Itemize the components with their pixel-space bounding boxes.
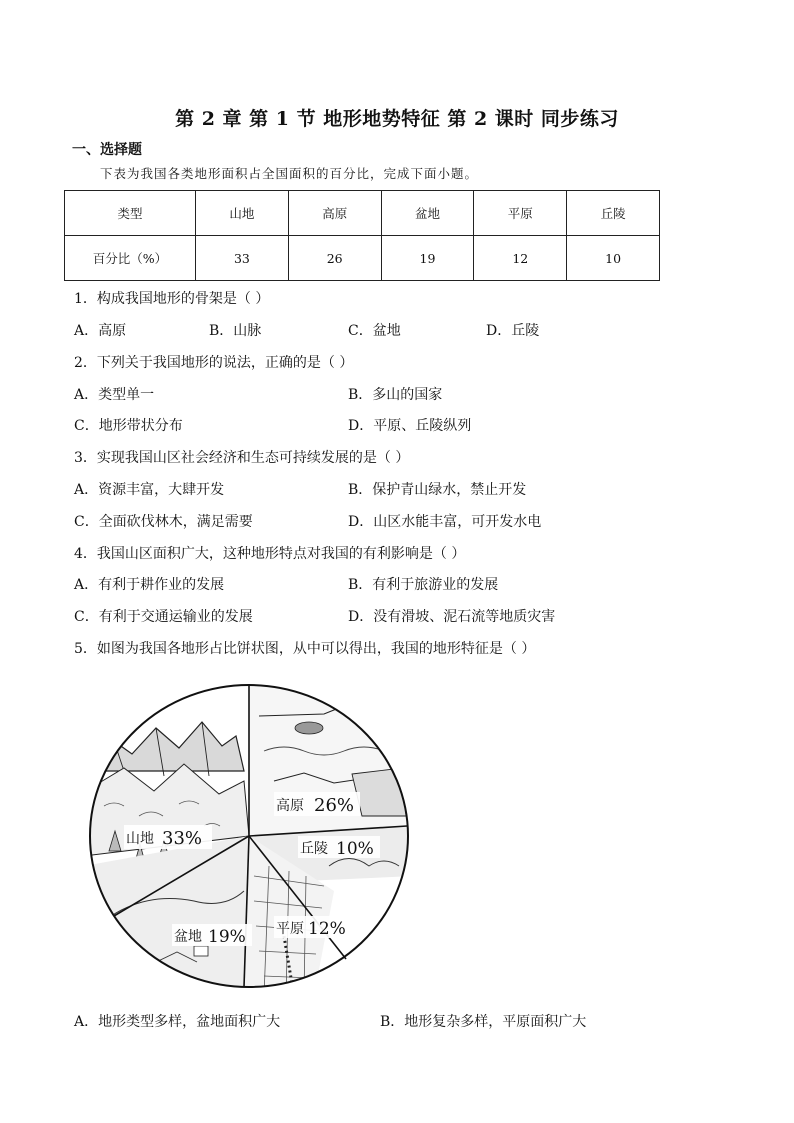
question-1-option-c[interactable]: C．盆地 bbox=[348, 323, 401, 339]
pie-label-hills: 丘陵 bbox=[300, 841, 328, 857]
table-cell: 高原 bbox=[288, 191, 381, 236]
question-4-option-d[interactable]: D．没有滑坡、泥石流等地质灾害 bbox=[348, 609, 556, 625]
table-intro: 下表为我国各类地形面积占全国面积的百分比，完成下面小题。 bbox=[100, 166, 479, 181]
table-cell: 12 bbox=[474, 236, 567, 281]
pie-label-basin: 盆地 bbox=[174, 929, 202, 945]
question-3-option-c[interactable]: C．全面砍伐林木，满足需要 bbox=[74, 514, 253, 530]
table-cell: 26 bbox=[288, 236, 381, 281]
question-5-option-b[interactable]: B．地形复杂多样，平原面积广大 bbox=[380, 1014, 587, 1030]
pie-label-mountains: 山地 bbox=[126, 831, 154, 847]
question-1-option-b[interactable]: B．山脉 bbox=[209, 323, 262, 339]
table-cell: 10 bbox=[567, 236, 660, 281]
question-4-option-b[interactable]: B．有利于旅游业的发展 bbox=[348, 577, 499, 593]
question-2-option-b[interactable]: B．多山的国家 bbox=[348, 387, 443, 403]
question-5-stem: 5．如图为我国各地形占比饼状图，从中可以得出，我国的地形特征是（ ） bbox=[74, 641, 536, 657]
table-cell: 山地 bbox=[196, 191, 289, 236]
page-title: 第 2 章 第 1 节 地形地势特征 第 2 课时 同步练习 bbox=[175, 108, 619, 130]
table-cell: 19 bbox=[381, 236, 474, 281]
question-4-option-c[interactable]: C．有利于交通运输业的发展 bbox=[74, 609, 253, 625]
question-3-option-b[interactable]: B．保护青山绿水，禁止开发 bbox=[348, 482, 527, 498]
pie-value-plateau: 26% bbox=[314, 795, 355, 816]
question-2-stem: 2．下列关于我国地形的说法，正确的是（ ） bbox=[74, 355, 354, 371]
table-cell: 盆地 bbox=[381, 191, 474, 236]
pie-value-mountains: 33% bbox=[162, 828, 203, 849]
question-2-option-d[interactable]: D．平原、丘陵纵列 bbox=[348, 418, 472, 434]
table-row bbox=[65, 236, 660, 281]
question-3-option-a[interactable]: A．资源丰富，大肆开发 bbox=[74, 482, 225, 498]
terrain-pie-illustration bbox=[84, 676, 414, 996]
question-2-option-a[interactable]: A．类型单一 bbox=[74, 387, 155, 403]
pie-value-hills: 10% bbox=[336, 839, 374, 859]
question-2-option-c[interactable]: C．地形带状分布 bbox=[74, 418, 183, 434]
pie-label-plain: 平原 bbox=[276, 921, 304, 937]
question-4-option-a[interactable]: A．有利于耕作业的发展 bbox=[74, 577, 225, 593]
question-1-option-a[interactable]: A．高原 bbox=[74, 323, 127, 339]
pie-label-plateau: 高原 bbox=[276, 798, 304, 814]
table-cell: 33 bbox=[196, 236, 289, 281]
question-5-option-a[interactable]: A．地形类型多样，盆地面积广大 bbox=[74, 1014, 281, 1030]
question-1-option-d[interactable]: D．丘陵 bbox=[486, 323, 540, 339]
section-heading: 一、选择题 bbox=[72, 142, 142, 158]
question-3-stem: 3．实现我国山区社会经济和生态可持续发展的是（ ） bbox=[74, 450, 410, 466]
question-3-option-d[interactable]: D．山区水能丰富，可开发水电 bbox=[348, 514, 542, 530]
table-cell: 丘陵 bbox=[567, 191, 660, 236]
table-cell: 平原 bbox=[474, 191, 567, 236]
pie-value-basin: 19% bbox=[208, 927, 246, 947]
table-cell: 类型 bbox=[65, 191, 196, 236]
question-1-stem: 1．构成我国地形的骨架是（ ） bbox=[74, 291, 270, 307]
pie-value-plain: 12% bbox=[308, 919, 346, 939]
table-cell: 百分比（%） bbox=[65, 236, 196, 281]
table-header-row bbox=[65, 191, 660, 236]
question-4-stem: 4．我国山区面积广大，这种地形特点对我国的有利影响是（ ） bbox=[74, 546, 466, 562]
terrain-percentage-table bbox=[64, 190, 660, 281]
